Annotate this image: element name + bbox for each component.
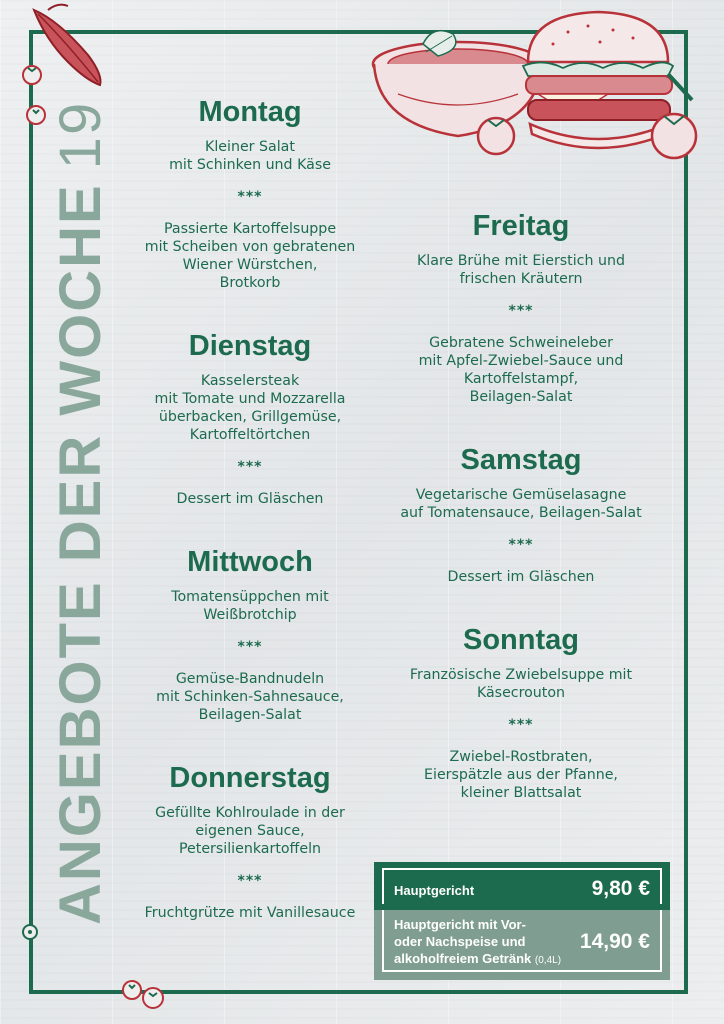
day-heading: Mittwoch [187, 546, 313, 578]
day-block-tuesday [135, 330, 365, 508]
dish-second: Gebratene Schweineleber mit Apfel-Zwiebel-Sauce und Kartoffelstampf, Beilagen-Salat [418, 335, 624, 405]
day-heading: Freitag [472, 210, 570, 242]
price-label-combo-text: Hauptgericht mit Vor- oder Nachspeise und alkoholfreiem Getränk [394, 917, 532, 966]
price-row-main [374, 862, 670, 910]
dish-main: Kasselersteak mit Tomate und Mozzarella überbacken, Grillgemüse, Kartoffeltörtchen [154, 373, 346, 443]
dish-main: Französische Zwiebelsuppe mit Käsecrouton [409, 667, 633, 701]
dish-second: Gemüse-Bandnudeln mit Schinken-Sahnesauce, Beilagen-Salat [156, 671, 344, 723]
week-number: 19 [48, 100, 113, 170]
dish-main: Klare Brühe mit Eierstich und frischen Kräutern [417, 253, 625, 287]
day-block-monday [135, 96, 365, 292]
dish-second: Passierte Kartoffelsuppe mit Scheiben von gebratenen Wiener Würstchen, Brotkorb [144, 221, 356, 291]
dish-main: Vegetarische Gemüselasagne auf Tomatensauce, Beilagen-Salat [400, 487, 642, 521]
vertical-title [48, 100, 113, 925]
price-label-combo [394, 916, 584, 969]
dish-main: Gefüllte Kohlroulade in der eigenen Sauce, Petersilienkartoffeln [155, 805, 345, 857]
dish-second: Dessert im Gläschen [447, 569, 595, 585]
price-box [374, 862, 670, 980]
soup-bowl-illustration [373, 31, 543, 136]
title-text: ANGEBOTE DER WOCHE [48, 183, 113, 925]
price-row-combo [374, 910, 670, 980]
day-block-thursday [135, 762, 365, 922]
separator: *** [508, 537, 534, 553]
dish-second: Fruchtgrütze mit Vanillesauce [144, 905, 356, 921]
tomato-icon [20, 62, 44, 86]
separator: *** [237, 189, 263, 205]
day-heading: Samstag [460, 444, 582, 476]
dish-main: Kleiner Salat mit Schinken und Käse [169, 139, 331, 173]
olive-icon [20, 922, 40, 942]
separator: *** [237, 639, 263, 655]
menu-column-left [135, 96, 365, 922]
day-block-saturday [385, 444, 657, 586]
day-heading: Donnerstag [169, 762, 331, 794]
price-note-combo: (0,4L) [534, 955, 562, 966]
day-block-wednesday [135, 546, 365, 724]
day-block-sunday [385, 624, 657, 802]
separator: *** [508, 303, 534, 319]
price-value-main: 9,80 € [591, 877, 650, 900]
separator: *** [508, 717, 534, 733]
dish-second: Dessert im Gläschen [176, 491, 324, 507]
burger-illustration [523, 12, 673, 148]
tomato-icon [24, 103, 48, 127]
price-label-main: Hauptgericht [394, 883, 475, 898]
dish-main: Tomatensüppchen mit Weißbrotchip [171, 589, 329, 623]
dish-second: Zwiebel-Rostbraten, Eierspätzle aus der Pfanne, kleiner Blattsalat [424, 749, 618, 801]
tomato-icon [140, 985, 166, 1011]
menu-column-right [385, 210, 657, 802]
separator: *** [237, 873, 263, 889]
day-heading: Montag [198, 96, 302, 128]
separator: *** [237, 459, 263, 475]
day-block-friday [385, 210, 657, 406]
day-heading: Sonntag [463, 624, 579, 656]
price-value-combo: 14,90 € [579, 930, 650, 953]
food-illustration [368, 4, 708, 174]
day-heading: Dienstag [188, 330, 312, 362]
